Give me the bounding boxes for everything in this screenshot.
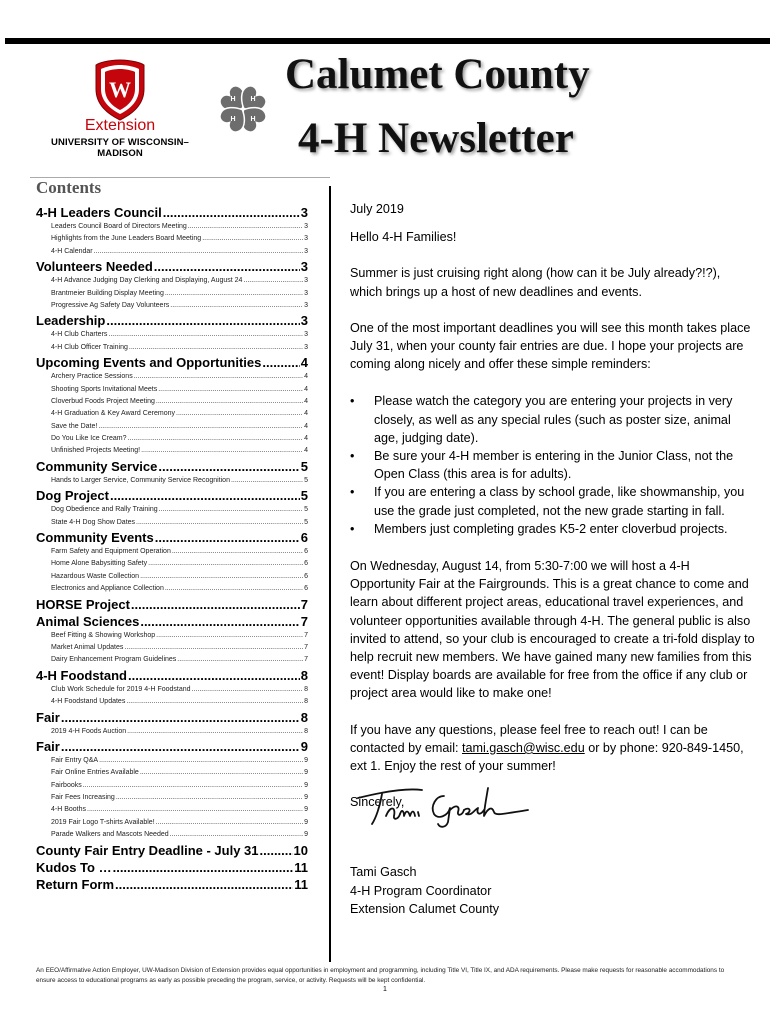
svg-text:H: H <box>230 116 236 123</box>
letter-date: July 2019 <box>350 202 404 216</box>
toc-subentry[interactable]: Parade Walkers and Mascots Needed ..... 9 <box>36 829 308 841</box>
university-label: UNIVERSITY OF WISCONSIN–MADISON <box>51 137 189 159</box>
toc-subentry[interactable]: Fairbooks ..... 9 <box>36 780 308 792</box>
list-item: • Please watch the category you are entering your projects in very closely, as well as any special rules (such as poster size, animal age, judging date). <box>350 394 733 445</box>
toc-subentry[interactable]: Fair Entry Q&A ..... 9 <box>36 755 308 767</box>
toc-subentry[interactable]: Dairy Enhancement Program Guidelines ..... 7 <box>36 654 308 666</box>
toc-section-entry[interactable]: Upcoming Events and Opportunities ..... 4 <box>36 354 308 371</box>
svg-text:H: H <box>250 116 256 123</box>
svg-text:H: H <box>250 96 256 103</box>
toc-subentry[interactable]: 4-H Club Officer Training ..... 3 <box>36 342 308 354</box>
toc-subentry[interactable]: 4-H Graduation & Key Award Ceremony ..... 4 <box>36 408 308 420</box>
page-number: 1 <box>383 986 387 993</box>
letter-greeting: Hello 4-H Families! <box>350 230 457 245</box>
toc-subentry[interactable]: Dog Obedience and Rally Training ..... 5 <box>36 504 308 516</box>
toc-subentry[interactable]: Hazardous Waste Collection ..... 6 <box>36 571 308 583</box>
toc-section-entry[interactable]: Leadership ..... 3 <box>36 312 308 329</box>
contents-heading: Contents <box>36 178 102 197</box>
toc-subentry[interactable]: Shooting Sports Invitational Meets ..... 4 <box>36 384 308 396</box>
toc-section-entry[interactable]: Return Form ..... 11 <box>36 876 308 893</box>
toc-subentry[interactable]: Leaders Council Board of Directors Meeting ..... 3 <box>36 221 308 233</box>
toc-section-entry[interactable]: Fair ..... 8 <box>36 709 308 726</box>
uw-crest-icon <box>93 59 147 121</box>
toc-subentry[interactable]: Farm Safety and Equipment Operation ..... 6 <box>36 546 308 558</box>
toc-section-entry[interactable]: HORSE Project ..... 7 <box>36 596 308 613</box>
svg-text:H: H <box>230 96 236 103</box>
toc-subentry[interactable]: Unfinished Projects Meeting! ..... 4 <box>36 445 308 457</box>
toc-subentry[interactable]: Save the Date! ..... 4 <box>36 421 308 433</box>
toc-subentry[interactable]: 2019 4-H Foods Auction ..... 8 <box>36 726 308 738</box>
toc-subentry[interactable]: Do You Like Ice Cream? ..... 4 <box>36 433 308 445</box>
letter-paragraph-2: One of the most important deadlines you will see this month takes place July 31, when your county fair entries are due. I hope your projects are coming along nicely and offer these simple reminders: <box>350 320 751 372</box>
toc-subentry[interactable]: Archery Practice Sessions ..... 4 <box>36 371 308 383</box>
newsletter-title-line2: 4-H Newsletter <box>298 115 574 162</box>
toc-subentry[interactable]: 4-H Advance Judging Day Clerking and Displaying, August 24 ..... 3 <box>36 275 308 287</box>
newsletter-title-line1: Calumet County <box>285 51 590 98</box>
toc-subentry[interactable]: Electronics and Appliance Collection ..... 6 <box>36 583 308 595</box>
handwritten-signature <box>352 776 542 832</box>
list-item: • Members just completing grades K5-2 enter cloverbud projects. <box>350 521 728 536</box>
signature-org: Extension Calumet County <box>350 901 500 916</box>
toc-subentry[interactable]: Fair Online Entries Available ..... 9 <box>36 767 308 779</box>
toc-subentry[interactable]: 4-H Foodstand Updates ..... 8 <box>36 696 308 708</box>
list-item: • Be sure your 4-H member is entering in the Junior Class, not the Open Class (this area is for adults). <box>350 449 734 482</box>
4h-clover-icon <box>214 80 272 138</box>
toc-section-entry[interactable]: Dog Project ..... 5 <box>36 487 308 504</box>
toc-section-entry[interactable]: Volunteers Needed ..... 3 <box>36 258 308 275</box>
toc-subentry[interactable]: Fair Fees Increasing ..... 9 <box>36 792 308 804</box>
toc-section-entry[interactable]: 4-H Foodstand ..... 8 <box>36 667 308 684</box>
toc-section-entry[interactable]: 4-H Leaders Council ..... 3 <box>36 204 308 221</box>
letter-closing: Sincerely, <box>350 795 405 810</box>
toc-subentry[interactable]: Cloverbud Foods Project Meeting ..... 4 <box>36 396 308 408</box>
toc-section-entry[interactable]: Community Service ..... 5 <box>36 458 308 475</box>
toc-section-entry[interactable]: Community Events ..... 6 <box>36 529 308 546</box>
toc-subentry[interactable]: Beef Fitting & Showing Workshop ..... 7 <box>36 630 308 642</box>
toc-subentry[interactable]: 4-H Calendar ..... 3 <box>36 246 308 258</box>
svg-text:W: W <box>109 77 131 102</box>
extension-label: Extension <box>84 117 156 134</box>
column-divider <box>329 186 331 962</box>
uw-extension-logo <box>30 55 210 159</box>
table-of-contents <box>36 204 308 893</box>
toc-subentry[interactable]: State 4-H Dog Show Dates ..... 5 <box>36 517 308 529</box>
footer-disclaimer: An EEO/Affirmative Action Employer, UW-Madison Division of Extension provides equal opportunities in employment and programming, including Title VI, Title IX, and ADA requirements. Please make requests for reasonable accommodations to ensure access to educational programs as early as possible preceding the program, service, or activity. Requests will be kept confidential. <box>36 967 725 984</box>
toc-section-entry[interactable]: Animal Sciences ..... 7 <box>36 613 308 630</box>
email-link[interactable]: tami.gasch@wisc.edu <box>462 740 585 755</box>
toc-subentry[interactable]: 4-H Booths ..... 9 <box>36 805 308 817</box>
toc-subentry[interactable]: Hands to Larger Service, Community Service Recognition ..... 5 <box>36 475 308 487</box>
letter-paragraph-1: Summer is just cruising right along (how can it be July already?!?), which brings up a host of new deadlines and events. <box>350 266 721 299</box>
letter-paragraph-4: If you have any questions, please feel free to reach out! I can be contacted by email: tami.gasch@wisc.edu or by phone: 920-849-1450, ext 1. Enjoy the rest of your summer! <box>350 722 744 774</box>
top-rule <box>5 38 770 44</box>
signature-name: Tami Gasch <box>350 865 417 880</box>
toc-subentry[interactable]: Brantmeier Building Display Meeting ..... 3 <box>36 288 308 300</box>
reminder-list <box>350 392 755 538</box>
toc-section-entry[interactable]: Kudos To … ..... 11 <box>36 859 308 876</box>
toc-subentry[interactable]: Progressive Ag Safety Day Volunteers ..... 3 <box>36 300 308 312</box>
toc-subentry[interactable]: Club Work Schedule for 2019 4-H Foodstand ..... 8 <box>36 684 308 696</box>
toc-subentry[interactable]: 4-H Club Charters ..... 3 <box>36 329 308 341</box>
toc-subentry[interactable]: Home Alone Babysitting Safety ..... 6 <box>36 558 308 570</box>
toc-subentry[interactable]: Market Animal Updates ..... 7 <box>36 642 308 654</box>
toc-section-entry[interactable]: Fair ..... 9 <box>36 738 308 755</box>
toc-subentry[interactable]: 2019 Fair Logo T-shirts Available! ..... 9 <box>36 817 308 829</box>
toc-section-entry[interactable]: County Fair Entry Deadline - July 31 ..... 10 <box>36 842 308 859</box>
toc-subentry[interactable]: Highlights from the June Leaders Board Meeting ..... 3 <box>36 233 308 245</box>
letter-paragraph-3: On Wednesday, August 14, from 5:30-7:00 we will host a 4-H Opportunity Fair at the Fairgrounds. This is a great chance to come and learn about different project areas, educational travel experiences, and volunteer opportunities available through 4-H. The general public is also invited to attend, so your club is encouraged to create a tri-fold display to help recruit new members. We have gained many new families from this event! Display boards are available for free from the office if any club or project area would like to make one! <box>350 559 755 701</box>
signature-title: 4-H Program Coordinator <box>350 883 492 898</box>
list-item: • If you are entering a class by school grade, like showmanship, you use the grade just completed, not the new grade starting in fall. <box>350 485 745 518</box>
